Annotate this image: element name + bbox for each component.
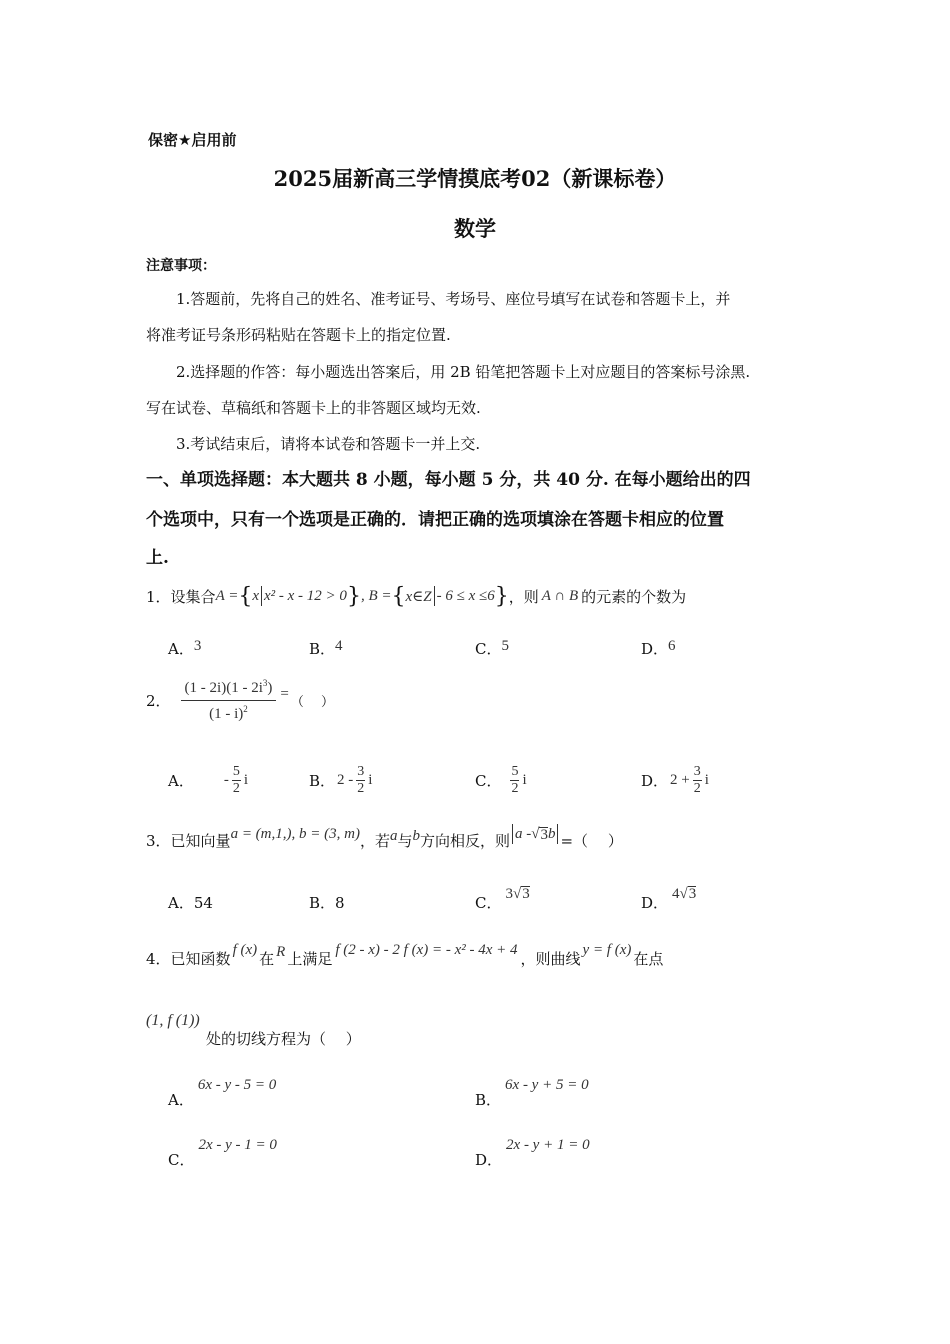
question-4-lead: 已知函数 [170,949,231,968]
question-1-set-a-var: x [252,587,259,604]
radical-coefficient: 4 [672,886,680,902]
notice-heading: 注意事项： [146,258,216,274]
option-value: 6x - y - 5 = 0 [197,1077,277,1093]
option-value: 2x - y + 1 = 0 [506,1137,590,1153]
option-prefix: 2 + [670,771,690,788]
option-fraction [356,764,365,797]
question-1-option-d [641,638,676,659]
fraction-denominator [181,701,277,723]
question-3-option-c [475,886,530,913]
option-label: A． [168,894,194,912]
question-4-mid-3: ，则曲线 [520,949,581,968]
question-3-tail: =（ ） [560,831,623,850]
question-1-number: 1． [146,587,171,606]
option-fraction [232,764,241,797]
abs-bar-right [557,824,558,844]
numerator-close: ) [267,679,273,696]
option-label: D． [641,640,669,658]
question-3-option-b [309,892,345,913]
question-4-number: 4． [146,949,171,968]
left-brace: { [238,583,253,609]
question-2-fraction [181,678,277,723]
right-brace: } [346,583,361,609]
question-1-set-a-condition: x² - x - 12 > 0 [264,587,347,604]
fraction-denominator: 2 [232,780,240,796]
question-1-set-b-label: , B = [360,587,392,604]
radicand: 3 [688,886,697,902]
option-value [672,886,696,902]
question-3-number: 3． [146,831,171,850]
question-1-intersection: A ∩ B [541,587,579,604]
question-3-vectors: a = (m,1,), b = (3, m) [230,825,360,842]
option-label: D． [641,894,669,912]
denominator-base: (1 - i) [209,705,244,722]
question-4-var-r: R [276,943,286,960]
question-1-option-c [475,638,509,659]
fraction-numerator: 3 [357,763,365,779]
question-1-set-a-label: A = [215,587,239,604]
fraction-denominator: 2 [357,780,365,796]
exam-title: 2025届新高三学情摸底考02（新课标卷） [273,166,677,191]
option-label: C． [475,894,502,912]
question-4 [146,938,663,978]
fraction-denominator: 2 [511,780,519,796]
question-4-curve: y = f (x) [582,941,632,958]
question-3-lead: 已知向量 [170,831,231,850]
right-brace: } [494,583,509,609]
question-4-mid-4: 在点 [633,949,664,968]
confidential-mark: 保密★启用前 [148,131,237,149]
option-value: 6x - y + 5 = 0 [505,1077,589,1093]
question-4-point: (1, f (1)) [146,1012,200,1029]
question-2-number: 2． [146,691,171,710]
question-1-lead: 设集合 [170,587,216,606]
question-4-equation: f (2 - x) - 2 f (x) = - x² - 4x + 4 [335,941,518,958]
question-4-line-2: 处的切线方程为（ ） [206,1030,361,1048]
option-fraction [693,764,702,797]
section-1-line-1: 一、单项选择题：本大题共 8 小题，每小题 5 分，共 40 分. 在每小题给出的四 [146,470,751,490]
abs-bar-left [512,824,513,844]
option-label: B． [309,640,336,658]
sqrt-symbol: √ [512,886,522,902]
subject-title: 数学 [454,216,496,241]
option-label: A． [168,771,194,790]
option-suffix: i [243,771,249,788]
answer-blank: （ ） [290,694,334,710]
option-label: C． [475,640,502,658]
question-3-var-a: a [389,827,398,844]
question-3-option-a [168,892,213,913]
question-4-mid-1: 在 [259,949,275,968]
question-2-option-b [309,760,372,800]
question-3-abs-part-2: b [547,825,556,842]
option-value: 3 [193,638,202,654]
question-3 [146,822,623,858]
question-4-fx: f (x) [232,941,258,958]
option-label: D． [475,1151,503,1169]
notice-item-3: 3.考试结束后，请将本试卷和答题卡一并上交. [176,435,481,453]
question-3-mid-3: 方向相反，则 [419,831,510,850]
question-4-mid-2: 上满足 [287,949,333,968]
option-value: 5 [501,638,509,654]
option-value: 8 [335,894,345,912]
notice-item-2-line-2: 写在试卷、草稿纸和答题卡上的非答题区域均无效. [146,399,481,417]
set-divider [434,586,435,606]
numerator-exponent: 3 [262,677,268,688]
question-1-option-b [309,638,343,659]
question-3-var-b: b [412,827,420,844]
question-1-set-b-condition: - 6 ≤ x ≤6 [436,587,495,604]
question-3-mid-2: 与 [397,831,413,850]
option-label: C． [475,771,502,790]
question-1-tail-1: ，则 [508,587,539,606]
option-fraction [510,764,519,797]
notice-item-1-line-1: 1.答题前，先将自己的姓名、准考证号、考场号、座位号填写在试卷和答题卡上，并 [176,290,731,308]
equals-sign: = [280,685,289,702]
option-label: A． [168,640,194,658]
fraction-numerator: 5 [511,763,519,779]
radical-coefficient: 3 [505,886,513,902]
fraction-numerator [181,678,277,701]
question-4-option-d [475,1133,590,1169]
set-divider [261,586,262,606]
question-3-abs-radicand: 3 [540,826,548,843]
question-2 [146,672,334,728]
radicand: 3 [522,886,530,902]
option-value: 6 [668,638,676,654]
sqrt-symbol: √ [679,886,688,902]
numerator-part-1: (1 - 2i) [184,679,227,696]
option-prefix: 2 - [337,771,354,788]
option-label: C． [168,1151,195,1169]
notice-item-1-line-2: 将准考证号条形码粘贴在答题卡上的指定位置. [146,326,451,344]
question-1-tail-2: 的元素的个数为 [581,587,687,606]
left-brace: { [391,583,406,609]
option-label: D． [641,771,669,790]
question-1-set-b-var: x∈Z [405,588,432,605]
question-1 [146,576,686,616]
option-value: 54 [193,894,213,912]
option-label: B． [475,1091,502,1109]
option-value: 2x - y - 1 = 0 [198,1137,277,1153]
question-4-option-c [168,1133,277,1169]
fraction-denominator: 2 [693,780,701,796]
option-suffix: i [368,771,373,788]
question-3-option-d [641,886,697,913]
question-3-mid-1: ，若 [359,831,390,850]
question-3-abs-part-1: a - [515,825,532,842]
option-suffix: i [522,771,527,788]
numerator-part-2: (1 - 2i [226,679,263,696]
option-value [505,886,529,902]
option-value: 4 [335,638,343,654]
section-1-line-3: 上. [146,548,169,568]
sqrt-symbol: √ [531,825,540,842]
denominator-exponent: 2 [243,703,248,714]
option-suffix: i [704,771,709,788]
option-label: A． [168,1091,194,1109]
section-1-line-2: 个选项中，只有一个选项是正确的．请把正确的选项填涂在答题卡相应的位置 [146,510,724,530]
question-2-option-c [475,760,527,800]
question-2-option-d [641,760,709,800]
option-label: B． [309,894,336,912]
fraction-numerator: 5 [232,763,240,779]
option-prefix: - [223,771,229,788]
question-4-option-a [168,1073,277,1109]
question-1-option-a [168,638,201,659]
notice-item-2-line-1: 2.选择题的作答：每小题选出答案后，用 2B 铅笔把答题卡上对应题目的答案标号涂黑. [176,363,751,381]
fraction-numerator: 3 [693,763,701,779]
option-label: B． [309,771,336,790]
question-2-option-a [168,760,248,800]
question-4-option-b [475,1073,589,1109]
